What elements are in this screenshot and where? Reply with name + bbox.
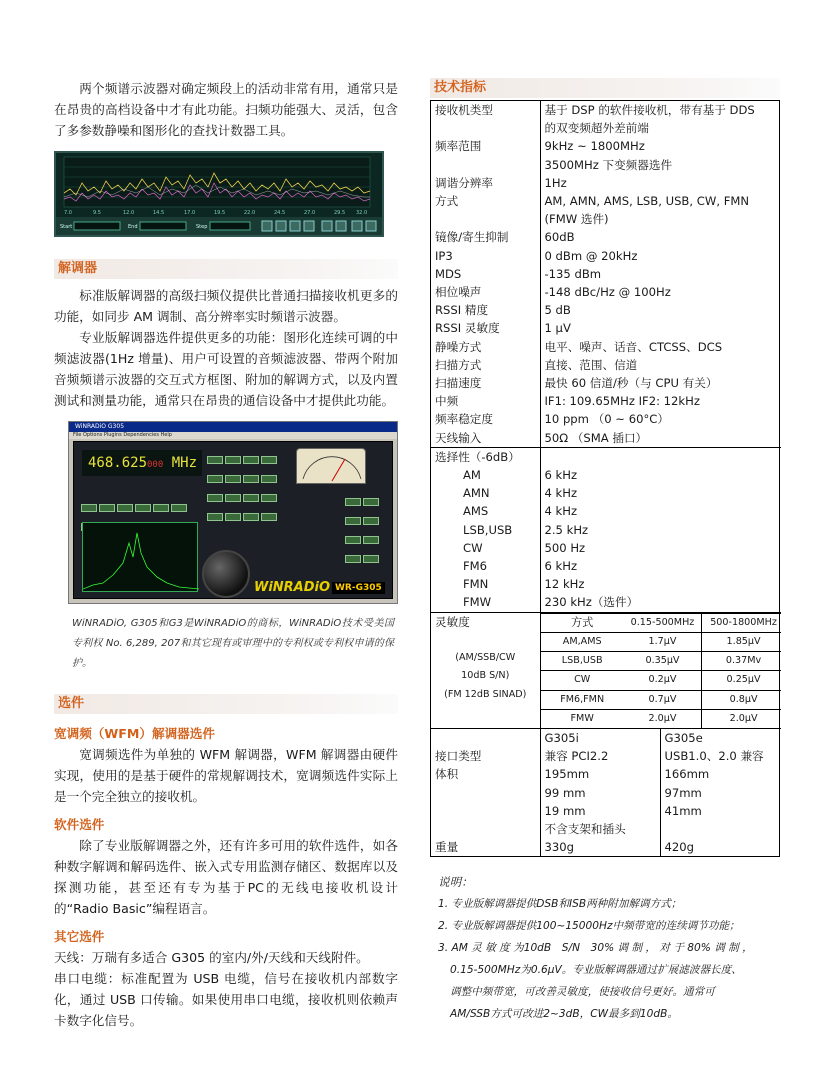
radio-face — [73, 441, 393, 599]
selectivity-label: 选择性（-6dB） — [431, 447, 540, 466]
dim-g305i-note: 不含支架和插头 — [540, 820, 660, 838]
spectrum-tick: 7.0 — [64, 210, 72, 216]
winradio-screenshot — [68, 421, 398, 604]
interface-label: 接口类型 — [431, 747, 540, 765]
sensitivity-cond-1: (AM/SSB/CW — [455, 652, 516, 664]
dim-g305e-3: 41mm — [664, 803, 702, 818]
dim-g305i-3: 19 mm — [540, 802, 660, 820]
spec-key: IP3 — [431, 247, 540, 265]
spec-key: 相位噪声 — [431, 283, 540, 301]
winradio-logo: WiNRADiO — [254, 580, 331, 595]
dim-g305i-1: 195mm — [540, 765, 660, 783]
sens-mode: FMW — [541, 709, 620, 728]
spec-value: 基于 DSP 的软件接收机，带有基于 DDS — [544, 103, 755, 117]
spec-value: (FMW 选件) — [544, 212, 609, 227]
model-badge: WR-G305 — [332, 582, 385, 594]
side-buttons[interactable] — [344, 492, 394, 568]
sens-value: 2.0μV — [702, 709, 781, 728]
spectrum-tick: 9.5 — [93, 210, 101, 216]
interface-g305e: USB1.0、2.0 兼容 — [664, 749, 764, 764]
sens-mode: AM,AMS — [541, 632, 620, 651]
sens-value: 1.7μV — [620, 632, 702, 651]
dim-g305e-note — [660, 820, 781, 838]
audio-scope — [82, 522, 198, 592]
spectrum-tick: 22.0 — [244, 210, 256, 216]
intro-paragraph: 两个频谱示波器对确定频段上的活动非常有用，通常只是在昂贵的高档设备中才有此功能。扫频功能强大、灵活，包含了多参数静噪和图形化的查找计数器工具。 — [54, 81, 398, 138]
spectrum-tick: 27.0 — [304, 210, 316, 216]
notes-list — [430, 893, 780, 1025]
sens-col-low: 0.15-500MHz — [620, 613, 702, 632]
spec-key: 接收机类型 — [431, 101, 540, 119]
software-heading: 软件选件 — [54, 817, 105, 832]
note-2: 2. 专业版解调器提供100~15000Hz中频带宽的连续调节功能； — [438, 920, 740, 933]
step-field — [210, 222, 250, 230]
spec-value: -148 dBc/Hz @ 100Hz — [544, 285, 671, 300]
spec-key: 扫描方式 — [431, 356, 540, 374]
sens-col-high: 500-1800MHz — [702, 613, 781, 632]
memory-buttons[interactable] — [206, 450, 286, 526]
sensitivity-cond-3: (FM 12dB SINAD) — [444, 688, 527, 700]
sens-col-mode: 方式 — [541, 613, 620, 632]
model-g305i: G305i — [540, 728, 660, 747]
spec-value: 直接、范围、信道 — [544, 357, 638, 372]
sens-value: 1.85μV — [702, 632, 781, 651]
left-column — [54, 78, 398, 1031]
spectrum-step-label: Step — [196, 224, 208, 230]
selectivity-mode: AMS — [431, 502, 540, 520]
other-heading: 其它选件 — [54, 929, 105, 944]
software-paragraph: 除了专业版解调器之外，还有许多可用的软件选件，如各种数字解调和解码选件、嵌入式专用监测存储区、数据库以及探测功能，甚至还有专为基于PC的无线电接收机设计的“Radio Basic”编程语言。 — [54, 838, 398, 916]
spec-value: 50Ω （SMA 插口） — [544, 430, 648, 445]
dim-g305e-2: 97mm — [664, 785, 702, 800]
selectivity-mode: AM — [431, 466, 540, 484]
selectivity-value: 230 kHz（选件） — [544, 595, 639, 610]
spec-value: 1 μV — [544, 321, 571, 336]
note-1: 1. 专业版解调器提供DSB和ISB两种附加解调方式； — [438, 898, 682, 911]
spec-value: AM, AMN, AMS, LSB, USB, CW, FMN — [544, 194, 750, 209]
volume-label: 体积 — [431, 765, 540, 783]
weight-g305e: 420g — [664, 840, 694, 855]
window-menu: File Options Plugins Dependencies Help — [69, 432, 397, 439]
spec-table — [430, 100, 780, 857]
demodulator-paragraph-2: 专业版解调器选件提供更多的功能：图形化连续可调的中频滤波器(1Hz 增量)、用户可设置的音频滤波器、带两个附加音频频谱示波器的交互式方框图、附加的解调方式，以及内置测试和测量功能，通常只在昂贵的通信设备中才提供此功能。 — [54, 330, 398, 408]
specs-heading: 技术指标 — [430, 78, 780, 98]
note-3-cont-3: AM/SSB方式可改进2~3dB，CW最多到10dB。 — [450, 1008, 678, 1021]
spec-value: 电平、噪声、话音、CTCSS、DCS — [544, 339, 723, 354]
sens-value: 0.25μV — [702, 671, 781, 690]
sens-value: 0.7μV — [620, 690, 702, 709]
spectrum-tick: 12.0 — [123, 210, 135, 216]
spectrum-tick: 29.5 — [334, 210, 346, 216]
start-field — [74, 222, 120, 230]
spectrum-tick: 32.0 — [356, 210, 368, 216]
trademark-caption: WiNRADiO, G305和G3是WiNRADiO的商标，WiNRADiO技术受美国专利权 No. 6,289, 207和其它现有或审理中的专利权或专利权申请的保护。 — [72, 618, 394, 669]
spectrum-tick: 17.0 — [184, 210, 196, 216]
spectrum-end-label: End — [128, 224, 138, 230]
selectivity-value: 6 kHz — [544, 559, 578, 574]
spec-value: 最快 60 信道/秒（与 CPU 有关） — [544, 376, 718, 391]
spec-value: 0 dBm @ 20kHz — [544, 248, 638, 263]
sens-mode: LSB,USB — [541, 652, 620, 671]
wfm-paragraph: 宽调频选件为单独的 WFM 解调器，WFM 解调器由硬件实现，使用的是基于硬件的常规解调技术，宽调频选件实际上是一个完全独立的接收机。 — [54, 747, 398, 804]
selectivity-mode: FM6 — [431, 557, 540, 575]
cable-paragraph: 串口电缆：标准配置为 USB 电缆，信号在接收机内部数字化，通过 USB 口传输。如果使用串口电缆，接收机则依赖声卡数字化信号。 — [54, 971, 398, 1028]
spec-value: 5 dB — [544, 303, 571, 318]
spec-key: 扫描速度 — [431, 374, 540, 392]
selectivity-mode: CW — [431, 539, 540, 557]
selectivity-value: 4 kHz — [544, 486, 578, 501]
sens-value: 0.35μV — [620, 652, 702, 671]
sens-mode: CW — [541, 671, 620, 690]
spec-value: IF1: 109.65MHz IF2: 12kHz — [544, 394, 700, 409]
spec-key: 中频 — [431, 392, 540, 410]
sens-value: 0.37Mv — [702, 652, 781, 671]
selectivity-value: 12 kHz — [544, 577, 585, 592]
spec-value: 9kHz ~ 1800MHz — [544, 139, 645, 154]
selectivity-value: 500 Hz — [544, 540, 586, 555]
frequency-small: 000 — [147, 460, 164, 470]
sensitivity-label: 灵敏度 — [435, 614, 470, 629]
spec-key: MDS — [431, 265, 540, 283]
spec-value: 1Hz — [544, 175, 567, 190]
demodulator-heading: 解调器 — [54, 259, 398, 279]
selectivity-value: 2.5 kHz — [544, 522, 589, 537]
interface-g305i: 兼容 PCI2.2 — [540, 747, 660, 765]
spec-value: -135 dBm — [544, 266, 602, 281]
selectivity-value: 6 kHz — [544, 468, 578, 483]
weight-g305i: 330g — [540, 838, 660, 856]
spec-key: 频率范围 — [431, 137, 540, 155]
spec-key: 天线输入 — [431, 429, 540, 447]
spec-key: 静噪方式 — [431, 338, 540, 356]
frequency-display — [82, 450, 202, 476]
frequency-unit: MHz — [171, 455, 198, 471]
wfm-heading: 宽调频（WFM）解调器选件 — [54, 726, 215, 741]
spectrum-tick: 14.5 — [153, 210, 165, 216]
spec-key: 调谐分辨率 — [431, 174, 540, 192]
spec-key: 镜像/寄生抑制 — [431, 228, 540, 246]
note-3: 3. AM 灵 敏 度 为10dB S/N 30% 调 制 ， 对 于 80% 调 制 ， — [438, 942, 753, 955]
spec-value: 的双变频超外差前端 — [544, 121, 649, 136]
spectrum-start-label: Start — [60, 224, 73, 230]
selectivity-mode: LSB,USB — [431, 521, 540, 539]
spectrum-screenshot — [54, 151, 384, 237]
demodulator-paragraph-1: 标准版解调器的高级扫频仪提供比普通扫描接收机更多的功能，如同步 AM 调制、高分辨率实时频谱示波器。 — [54, 288, 398, 324]
spec-value: 10 ppm （0 ~ 60°C） — [544, 412, 669, 427]
note-3-cont-2: 调整中频带宽，可改善灵敏度，使接收信号更好。通常可 — [450, 986, 715, 999]
selectivity-value: 4 kHz — [544, 504, 578, 519]
sens-mode: FM6,FMN — [541, 690, 620, 709]
sens-value: 0.8μV — [702, 690, 781, 709]
sens-value: 0.2μV — [620, 671, 702, 690]
antenna-paragraph: 天线：万瑞有多适合 G305 的室内/外/天线和天线附件。 — [54, 950, 369, 965]
notes-title: 说明： — [438, 875, 473, 890]
end-field — [140, 222, 186, 230]
dim-g305i-2: 99 mm — [540, 784, 660, 802]
options-heading: 选件 — [54, 694, 398, 714]
window-title: WiNRADiO G305 — [69, 422, 397, 432]
spec-key: RSSI 精度 — [431, 301, 540, 319]
right-column — [430, 78, 780, 1025]
sensitivity-cond-2: 10dB S/N) — [461, 670, 510, 682]
spectrum-tick: 19.5 — [214, 210, 226, 216]
selectivity-mode: AMN — [431, 484, 540, 502]
tuning-knob[interactable] — [202, 550, 250, 598]
spec-key: 频率稳定度 — [431, 410, 540, 428]
frequency-value: 468.625 — [88, 455, 148, 471]
note-3-cont-1: 0.15-500MHz为0.6μV。专业版解调器通过扩展滤波器长度、 — [450, 964, 742, 977]
selectivity-mode: FMW — [431, 593, 540, 611]
selectivity-mode: FMN — [431, 575, 540, 593]
spec-value: 3500MHz 下变频器选件 — [544, 157, 673, 172]
dim-g305e-1: 166mm — [664, 767, 710, 782]
spec-key: RSSI 灵敏度 — [431, 319, 540, 337]
weight-label: 重量 — [431, 838, 540, 856]
spec-key: 方式 — [431, 192, 540, 210]
spec-value: 60dB — [544, 230, 575, 245]
spectrum-tick: 24.5 — [274, 210, 286, 216]
model-g305e: G305e — [660, 728, 781, 747]
s-meter — [296, 448, 366, 484]
sens-value: 2.0μV — [620, 709, 702, 728]
